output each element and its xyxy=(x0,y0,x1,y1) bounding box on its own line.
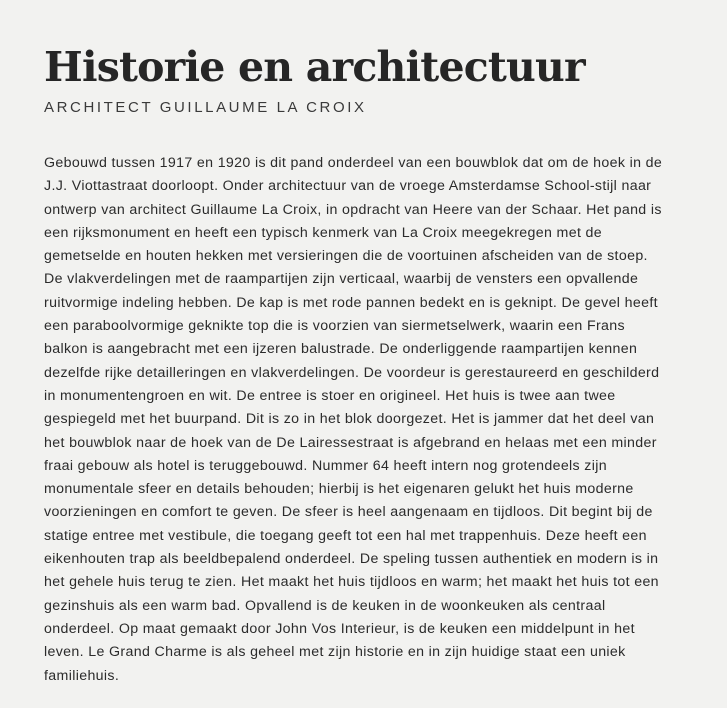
body-line: ruitvormige indeling hebben. De kap is met rode pannen bedekt en is geknipt. De gevel heeft xyxy=(44,294,658,311)
body-line: ontwerp van architect Guillaume La Croix, in opdracht van Heere van der Schaar. Het pand is xyxy=(44,201,662,218)
body-line: gezinshuis als een warm bad. Opvallend is de keuken in de woonkeuken als centraal xyxy=(44,597,606,614)
body-line: balkon is aangebracht met een ijzeren balustrade. De onderliggende raampartijen kennen xyxy=(44,341,638,358)
article xyxy=(44,40,704,688)
architect-subtitle: ARCHITECT GUILLAUME LA CROIX xyxy=(44,99,367,116)
body-line: Gebouwd tussen 1917 en 1920 is dit pand onderdeel van een bouwblok dat om de hoek in de xyxy=(44,155,663,171)
body-line: het gehele huis terug te zien. Het maakt het huis tijdloos en warm; het maakt het huis tot een xyxy=(44,574,659,591)
body-line: leven. Le Grand Charme is als geheel met zijn historie en in zijn huidige staat een uniek xyxy=(44,644,626,661)
body-line: monumentale sfeer en details behouden; hierbij is het eigenaren gelukt het huis moderne xyxy=(44,481,634,498)
body-line: een rijksmonument en heeft een typisch kenmerk van La Croix meegekregen met de xyxy=(44,224,603,241)
article-body xyxy=(44,152,704,688)
body-line: een paraboolvormige geknikte top die is voorzien van siermetselwerk, waarin een Frans xyxy=(44,318,625,335)
body-line: het bouwblok naar de hoek van de De Lairessestraat is afgebrand en helaas met een minder xyxy=(44,434,657,451)
body-line: gespiegeld met het buurpand. Dit is zo in het blok doorgezet. Het is jammer dat het deel van xyxy=(44,411,655,428)
body-line: in monumentengroen en wit. De entree is stoer en origineel. Het huis is twee aan twee xyxy=(44,387,616,404)
body-line: De vlakverdelingen met de raampartijen zijn verticaal, waarbij de vensters een opvallende xyxy=(44,271,639,288)
body-line: fraai gebouw als hotel is teruggebouwd. Nummer 64 heeft intern nog grotendeels zijn xyxy=(44,457,607,474)
body-line: familiehuis. xyxy=(44,667,120,684)
page-title: Historie en architectuur xyxy=(44,43,585,91)
body-line: voorzieningen en comfort te geven. De sfeer is heel aangenaam en tijdloos. Dit begint bij de xyxy=(44,504,653,521)
body-line: onderdeel. Op maat gemaakt door John Vos Interieur, is de keuken een middelpunt in het xyxy=(44,620,635,637)
body-line: statige entree met vestibule, die toegang geeft tot een hal met trappenhuis. Deze heeft een xyxy=(44,527,647,544)
body-line: gemetselde en houten hekken met versieringen die de voortuinen afscheiden van de stoep. xyxy=(44,248,648,265)
body-line: eikenhouten trap als beeldbepalend onderdeel. De speling tussen authentiek en modern is in xyxy=(44,551,659,568)
body-line: J.J. Viottastraat doorloopt. Onder architectuur van de vroege Amsterdamse School-stijl naar xyxy=(44,178,652,195)
body-line: dezelfde rijke detailleringen en vlakverdelingen. De voordeur is gerestaureerd en geschilderd xyxy=(44,364,660,381)
